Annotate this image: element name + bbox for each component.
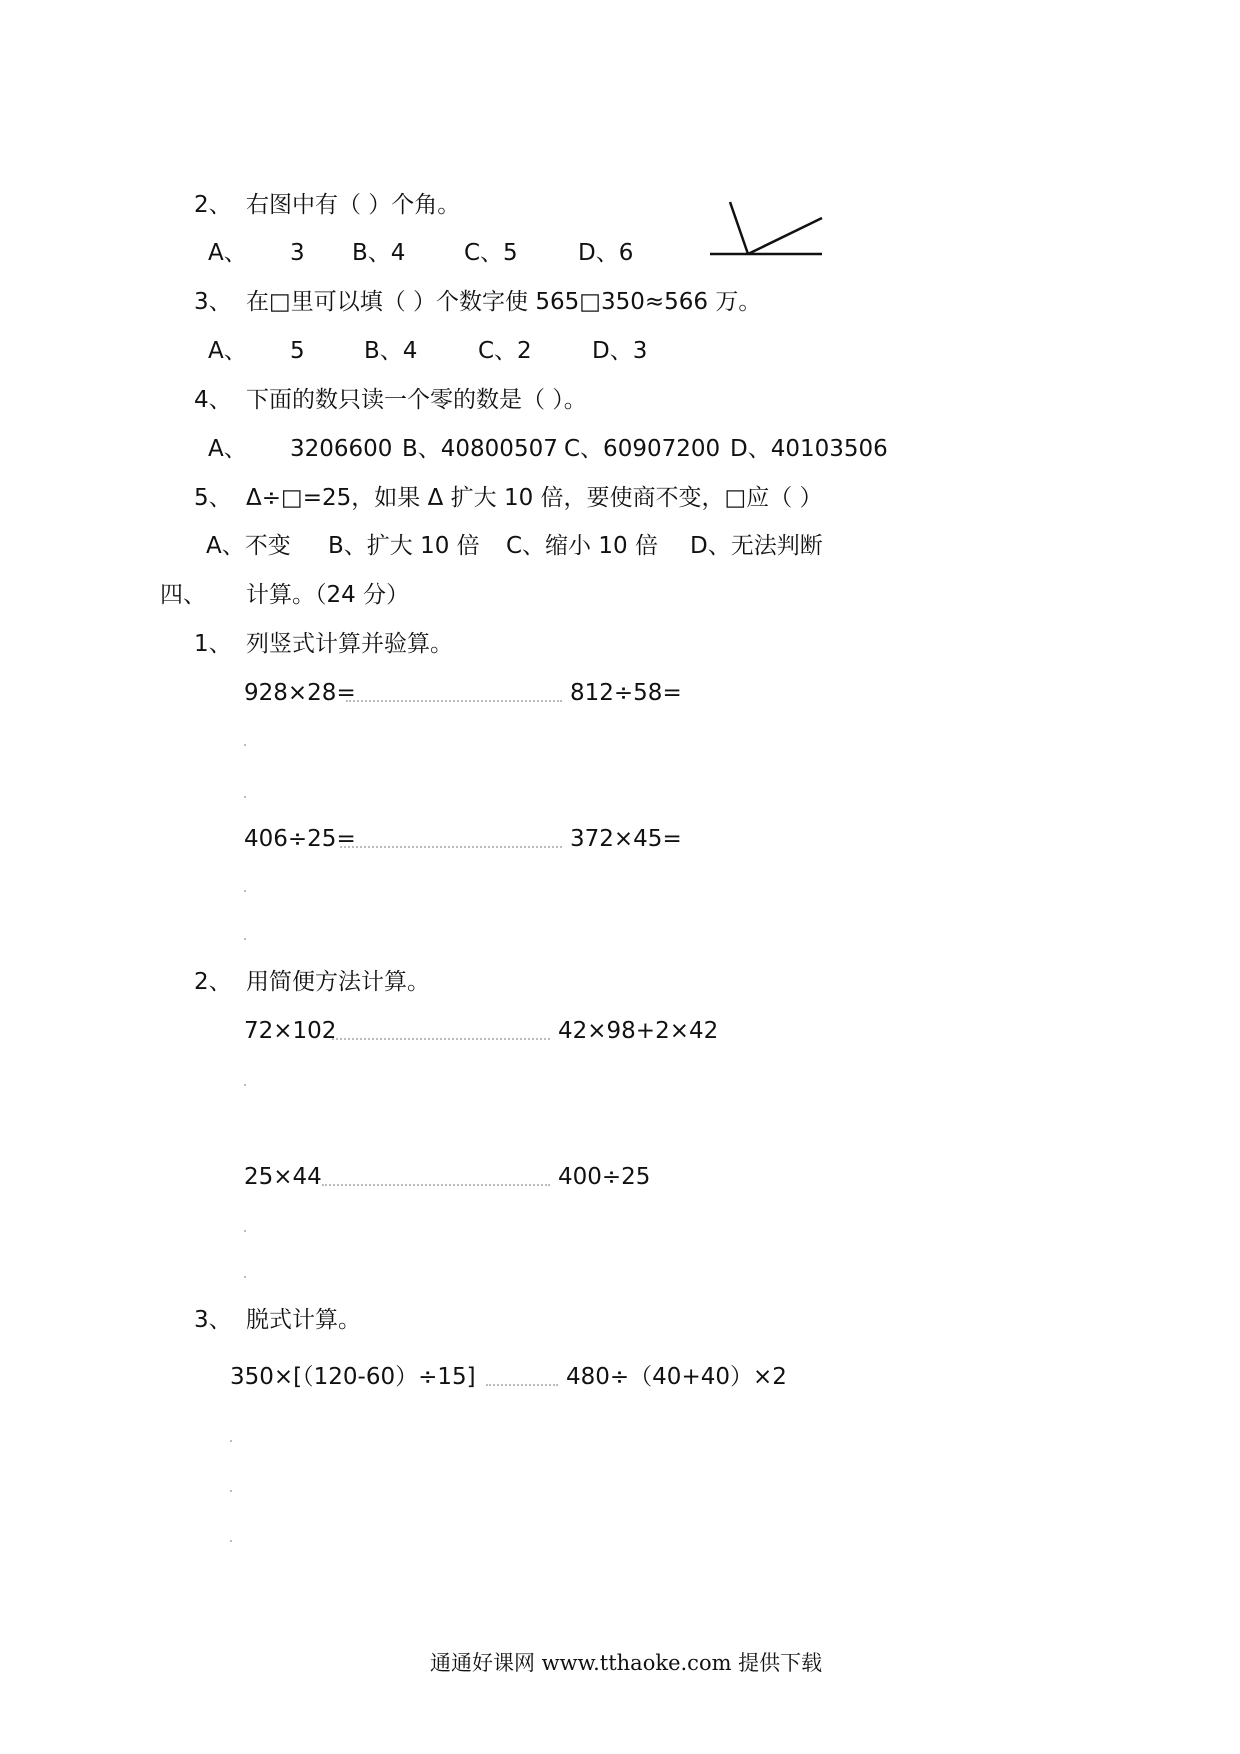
q4-stem: 下面的数只读一个零的数是（ ）。	[246, 387, 587, 413]
part2-expression-4: 400÷25	[558, 1164, 651, 1190]
q2-stem: 右图中有（ ）个角。	[246, 192, 461, 218]
q3-number: 3、	[194, 289, 232, 315]
dotted-spacer	[340, 846, 562, 848]
part3-title: 脱式计算。	[246, 1307, 361, 1333]
part1-title: 列竖式计算并验算。	[246, 631, 453, 657]
speck	[244, 938, 246, 940]
q2-option-a: 3	[290, 240, 305, 266]
part1-expression-2: 812÷58=	[570, 680, 682, 706]
q2-option-c: C、5	[464, 240, 518, 266]
q5-option-a: A、不变	[206, 533, 291, 559]
speck	[244, 1230, 246, 1232]
q5-option-d: D、无法判断	[690, 533, 823, 559]
dotted-spacer	[322, 1184, 550, 1186]
part2-number: 2、	[194, 969, 232, 995]
q4-option-a-label: A、	[208, 436, 247, 462]
q2-number: 2、	[194, 192, 232, 218]
part3-expression-2: 480÷（40+40）×2	[566, 1364, 787, 1390]
q4-option-c: C、60907200	[564, 436, 721, 462]
q3-option-c: C、2	[478, 338, 532, 364]
q3-option-a: 5	[290, 338, 305, 364]
part2-expression-3: 25×44	[244, 1164, 322, 1190]
section-number: 四、	[160, 582, 206, 608]
q2-option-b: B、4	[352, 240, 406, 266]
speck	[244, 890, 246, 892]
part1-number: 1、	[194, 631, 232, 657]
part2-expression-1: 72×102	[244, 1018, 337, 1044]
part1-expression-1: 928×28=	[244, 680, 356, 706]
part3-number: 3、	[194, 1307, 232, 1333]
q3-stem: 在□里可以填（ ）个数字使 565□350≈566 万。	[246, 289, 762, 315]
q4-option-a: 3206600	[290, 436, 393, 462]
part2-expression-2: 42×98+2×42	[558, 1018, 719, 1044]
speck	[230, 1490, 232, 1492]
part1-expression-4: 372×45=	[570, 826, 682, 852]
speck	[244, 744, 246, 746]
q3-option-a-label: A、	[208, 338, 247, 364]
q2-option-a-label: A、	[208, 240, 247, 266]
angle-figure	[710, 198, 826, 260]
q4-option-d: D、40103506	[730, 436, 888, 462]
speck	[244, 796, 246, 798]
q4-option-b: B、40800507	[402, 436, 558, 462]
speck	[244, 1084, 246, 1086]
q3-option-d: D、3	[592, 338, 648, 364]
section-title: 计算。（24 分）	[246, 582, 410, 608]
q3-option-b: B、4	[364, 338, 418, 364]
q5-option-b: B、扩大 10 倍	[328, 533, 480, 559]
speck	[230, 1540, 232, 1542]
dotted-spacer	[346, 700, 562, 702]
part2-title: 用简便方法计算。	[246, 969, 430, 995]
footer-text: 通通好课网 www.tthaoke.com 提供下载	[430, 1651, 823, 1675]
q2-option-d: D、6	[578, 240, 634, 266]
dotted-spacer	[332, 1038, 550, 1040]
q4-number: 4、	[194, 387, 232, 413]
speck	[230, 1440, 232, 1442]
q5-stem: Δ÷□=25，如果 Δ 扩大 10 倍，要使商不变，□应（ ）	[246, 485, 823, 511]
part3-expression-1: 350×[（120-60）÷15]	[230, 1364, 476, 1390]
speck	[244, 1276, 246, 1278]
part1-expression-3: 406÷25=	[244, 826, 356, 852]
q5-number: 5、	[194, 485, 232, 511]
q5-option-c: C、缩小 10 倍	[506, 533, 658, 559]
dotted-spacer	[486, 1384, 558, 1386]
